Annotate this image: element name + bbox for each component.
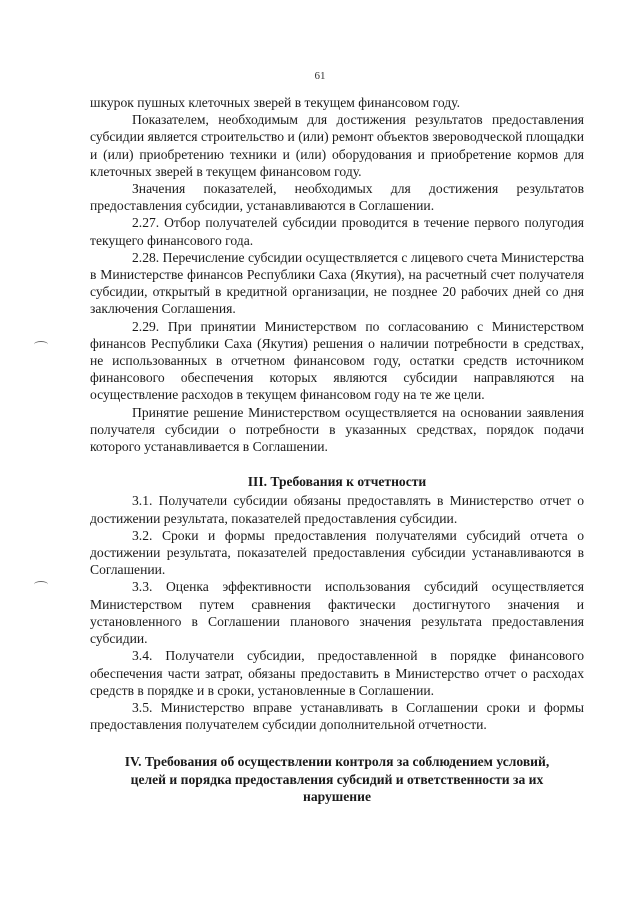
paragraph: Значения показателей, необходимых для достижения результатов предоставления субсидии, устанавливаются в Соглашении. xyxy=(90,181,584,214)
section-heading-line: целей и порядка предоставления субсидий и ответственности за их xyxy=(130,771,544,787)
paragraph: 2.29. При принятии Министерством по согласованию с Министерством финансов Республики Саха (Якутия) решения о наличии потребности в средствах, не использованных в отчетном финансовом году, остатки средств источником финансового обеспечения которых являются субсидии направляются на осуществление расходов в текущем финансовом году на те же цели. xyxy=(90,318,584,403)
paragraph: 3.5. Министерство вправе устанавливать в Соглашении сроки и формы предоставления получателем субсидии дополнительной отчетности. xyxy=(90,699,584,733)
section-heading-line: нарушение xyxy=(302,788,371,804)
paragraph: Принятие решение Министерством осуществляется на основании заявления получателя субсидии о потребности в указанных средствах, порядок подачи которого устанавливается в Соглашении. xyxy=(90,404,584,455)
paragraph: 3.3. Оценка эффективности использования субсидий осуществляется Министерством путем сравнения фактически достигнутого значения и установленного в Соглашении планового значения результата предоставления субсидии. xyxy=(90,579,584,647)
margin-mark xyxy=(34,341,48,348)
section-heading-line: IV. Требования об осуществлении контроля за соблюдением условий, xyxy=(124,754,550,770)
paragraph: 3.1. Получатели субсидии обязаны предоставлять в Министерство отчет о достижении результата, показателей предоставления субсидии. xyxy=(90,493,584,526)
section-heading: III. Требования к отчетности xyxy=(247,474,427,490)
page-number: 61 xyxy=(314,70,326,82)
paragraph: Показателем, необходимым для достижения результатов предоставления субсидии является строительство и (или) ремонт объектов звероводческой площадки и (или) приобретению техники и (или) оборудования и приобретение кормов для клеточных зверей в текущем финансовом году. xyxy=(90,112,584,179)
paragraph: 2.28. Перечисление субсидии осуществляется с лицевого счета Министерства в Министерстве финансов Республики Саха (Якутия), на расчетный счет получателя субсидии, открытый в кредитной организации, не позднее 20 рабочих дней со дня заключения Соглашения. xyxy=(90,249,584,317)
paragraph: 2.27. Отбор получателей субсидии проводится в течение первого полугодия текущего финансового года. xyxy=(90,215,584,248)
paragraph: шкурок пушных клеточных зверей в текущем финансовом году. xyxy=(90,95,460,110)
paragraph: 3.2. Сроки и формы предоставления получателями субсидий отчета о достижении результата, показателей предоставления субсидии устанавливаются в Соглашении. xyxy=(90,527,584,578)
section-heading xyxy=(90,753,584,805)
margin-mark xyxy=(34,581,48,588)
document-body xyxy=(90,94,584,805)
paragraph: 3.4. Получатели субсидии, предоставленной в порядке финансового обеспечения части затрат, обязаны предоставить в Министерство отчет о расходах средств в порядке и в сроки, установленные в Соглашении. xyxy=(90,648,584,698)
